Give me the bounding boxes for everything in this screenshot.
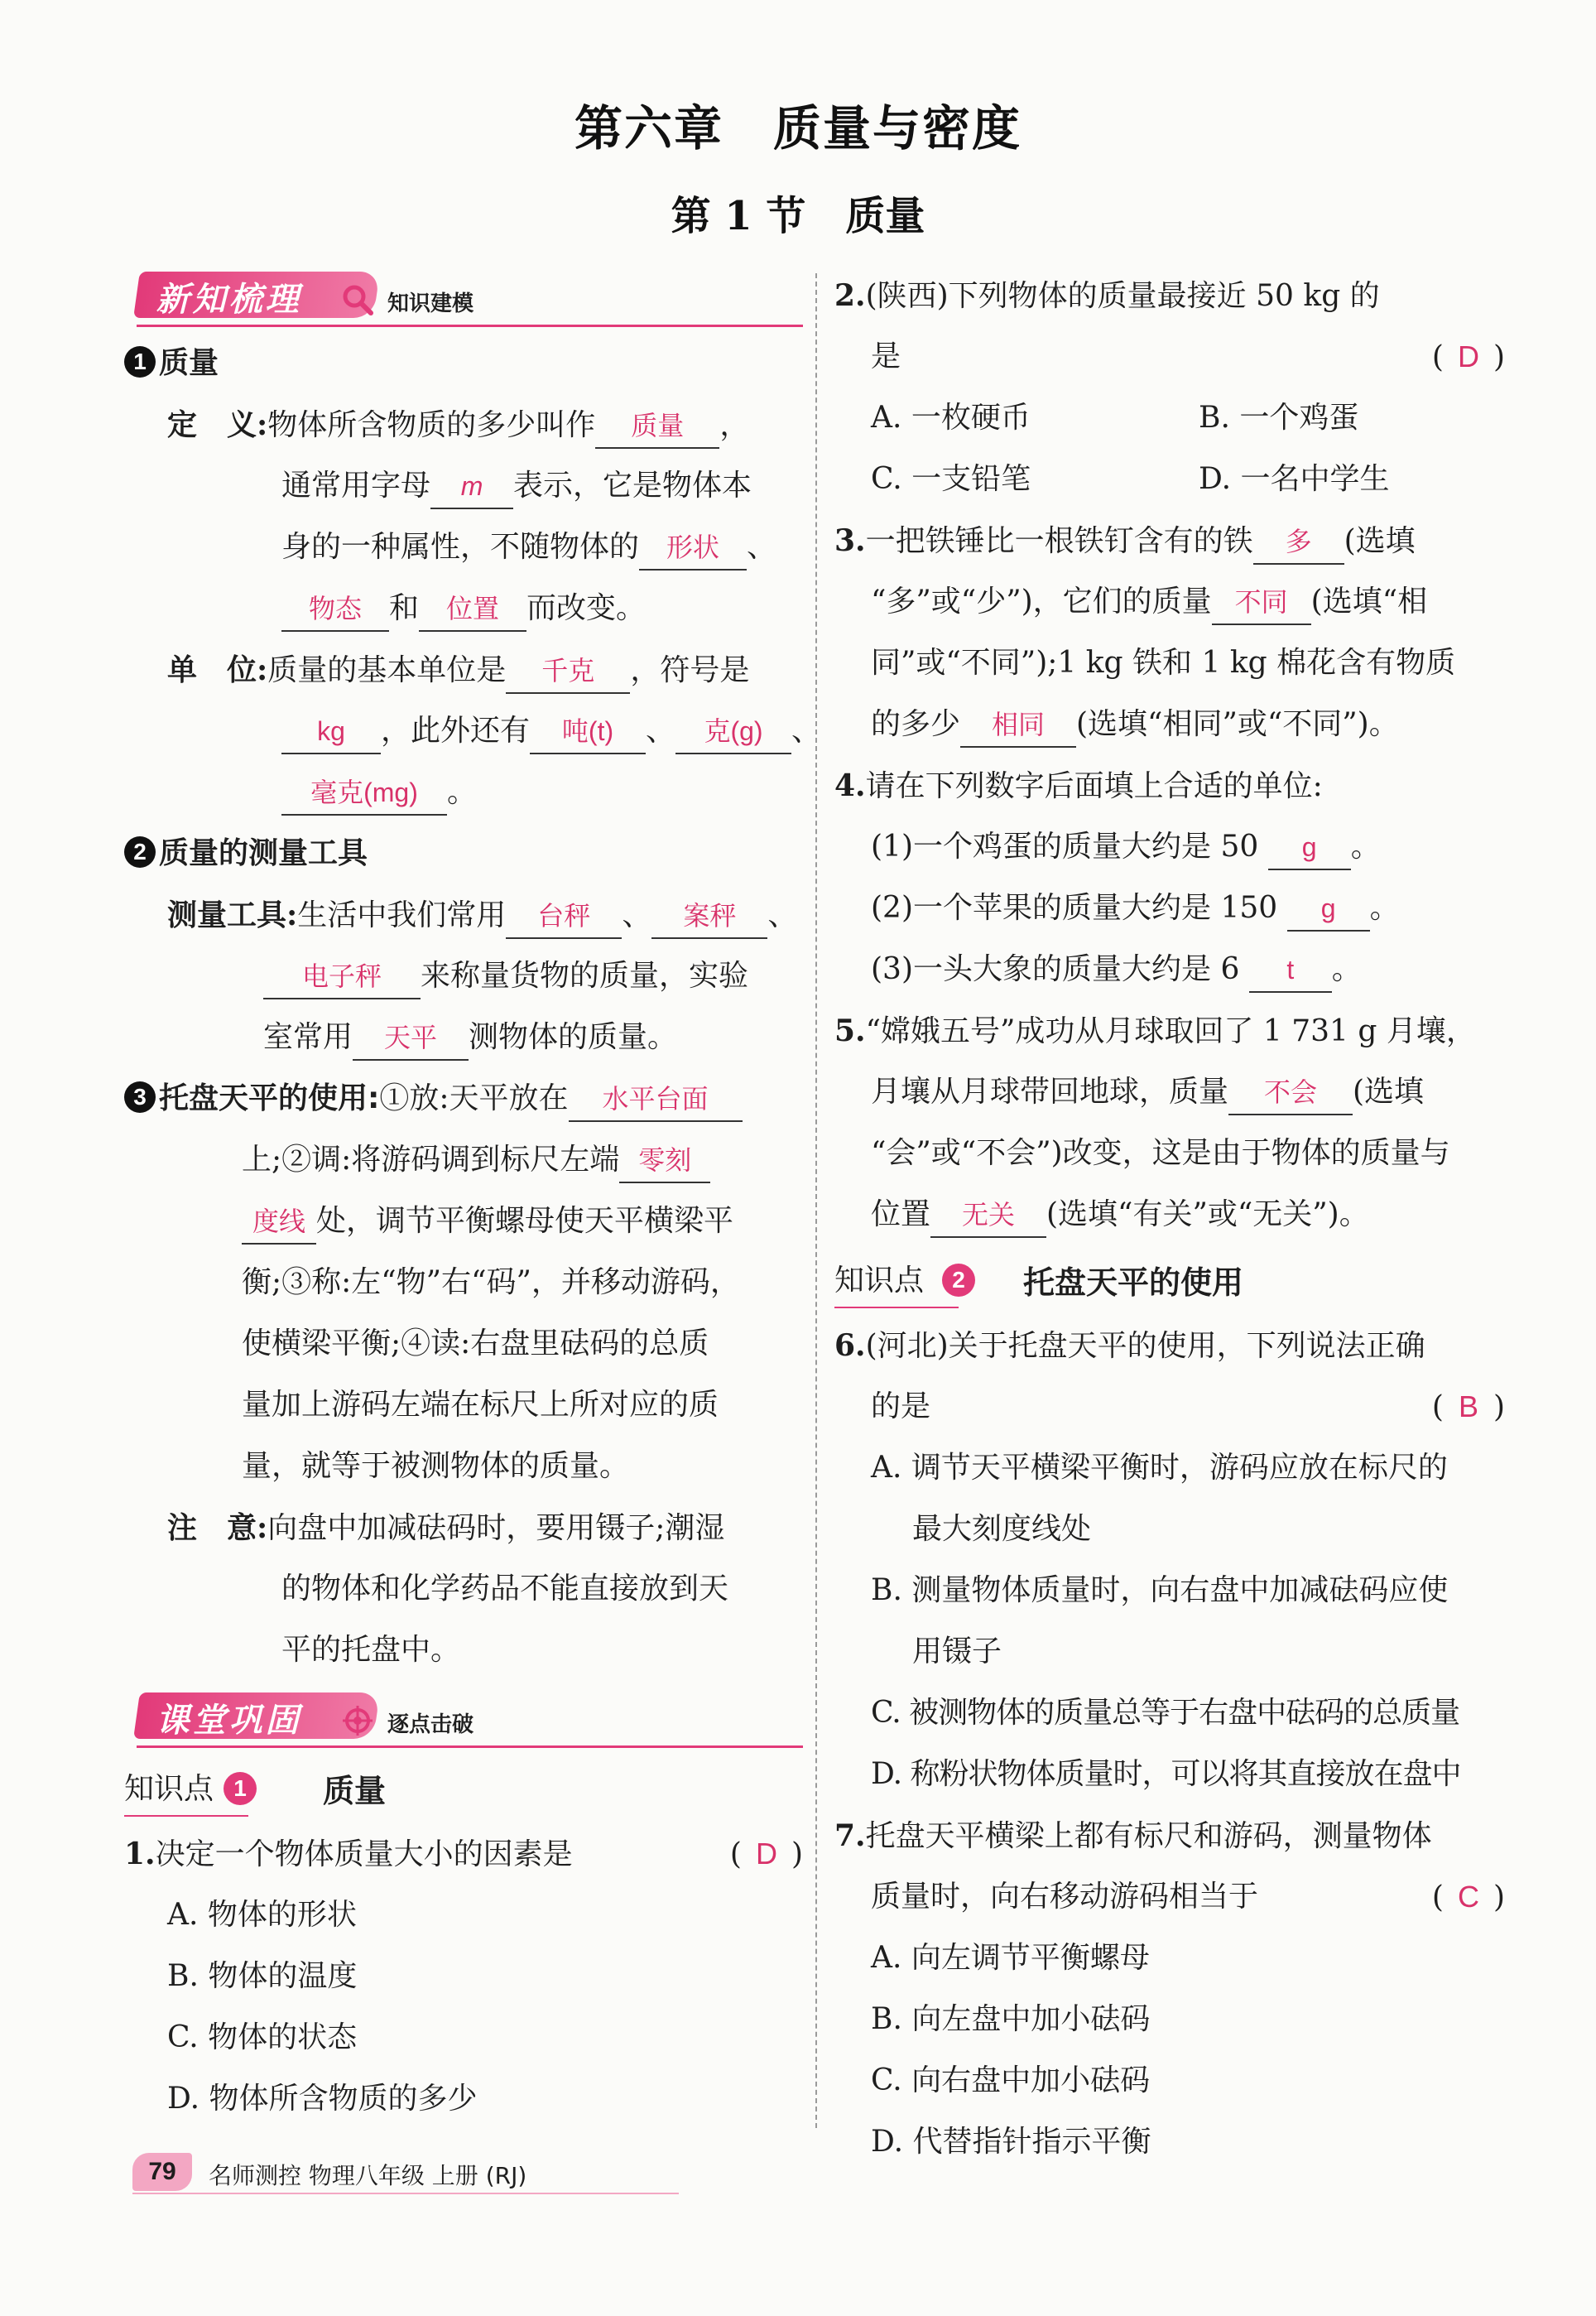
banner-label: 课堂巩固 — [156, 1702, 302, 1740]
definition-line-2: 通常用字母 m 表示，它是物体本 — [124, 455, 803, 517]
option: A. 一枚硬币 — [871, 401, 1031, 435]
answer-blank: 案秤 — [651, 894, 767, 939]
unit-line-2: kg ，此外还有 吨(t) 、 克(g) 、 — [124, 701, 803, 762]
answer-blank: kg — [281, 710, 381, 754]
knowledge-point-2: 知识点 2 托盘天平的使用 — [834, 1245, 1505, 1315]
option: C. 物体的状态 — [167, 2020, 358, 2054]
answer-blank: 不会 — [1228, 1071, 1353, 1115]
balance-usage-line-4: 衡;③称:左“物”右“码”，并移动游码， — [242, 1265, 740, 1299]
answer-blank: 位置 — [419, 587, 526, 632]
kp-number-badge: 2 — [942, 1264, 975, 1297]
banner-sub: 逐点击破 — [387, 1712, 474, 1737]
option: D. 代替指针指示平衡 — [871, 2125, 1151, 2159]
question-4-item: (2)一个苹果的质量大约是 150 g 。 — [834, 878, 1505, 939]
column-divider — [815, 273, 817, 2128]
option: C. 向右盘中加小砝码 — [871, 2063, 1151, 2097]
answer-blank: 度线 — [242, 1200, 316, 1245]
option: D. 称粉状物体质量时，可以将其直接放在盘中 — [871, 1757, 1461, 1791]
answer-blank: 毫克(mg) — [281, 771, 447, 816]
number-badge: 1 — [124, 346, 156, 378]
answer-blank: 水平台面 — [569, 1077, 743, 1122]
answer-blank: 不同 — [1212, 580, 1311, 625]
answer-blank: 无关 — [930, 1193, 1046, 1238]
number-badge: 3 — [124, 1081, 156, 1113]
banner-label: 新知梳理 — [156, 281, 302, 319]
balance-usage-line-2: 上;②调:将游码调到标尺左端 零刻 — [124, 1129, 803, 1191]
banner-new-knowledge — [124, 265, 803, 328]
page-number: 79 — [132, 2153, 192, 2191]
answer-choice: D — [1457, 339, 1479, 373]
answer-blank: 电子秤 — [263, 955, 421, 999]
answer-blank: 形状 — [639, 526, 747, 571]
unit-line-1: 单 位:质量的基本单位是 千克 ，符号是 — [124, 639, 803, 701]
target-icon — [341, 1704, 374, 1737]
chapter-title: 第六章 质量与密度 — [574, 100, 1022, 156]
answer-blank: 吨(t) — [530, 710, 646, 754]
options-row — [834, 388, 1505, 449]
option: A. 向左调节平衡螺母 — [871, 1941, 1150, 1975]
unit-line-3: 毫克(mg) 。 — [124, 762, 803, 823]
answer-blank: t — [1249, 948, 1332, 993]
banner-classroom — [124, 1686, 803, 1749]
knowledge-point-1: 知识点 1 质量 — [124, 1754, 803, 1823]
question-1: 1.决定一个物体质量大小的因素是 ( D ) — [124, 1823, 803, 1885]
question-5-cont: 月壤从月球带回地球，质量 不会 (选填 — [834, 1062, 1505, 1123]
left-column — [124, 265, 822, 2130]
answer-blank: 千克 — [506, 649, 630, 694]
answer-blank: 物态 — [281, 587, 389, 632]
note-line-3: 平的托盘中。 — [281, 1633, 461, 1667]
question-5: 5.“嫦娥五号”成功从月球取回了 1 731 g 月壤， — [834, 1014, 1476, 1048]
note-line-1: 注 意:向盘中加减砝码时，要用镊子;潮湿 — [167, 1510, 725, 1545]
answer-blank: 克(g) — [675, 710, 791, 754]
definition-line-1: 定 义:物体所含物质的多少叫作 质量 ， — [124, 394, 803, 455]
answer-blank: 零刻 — [619, 1139, 710, 1183]
answer-blank: g — [1287, 887, 1370, 932]
question-6-cont: 的是 ( B ) — [834, 1376, 1505, 1437]
right-column — [834, 265, 1505, 2173]
tools-line-1: 测量工具:生活中我们常用 台秤 、 案秤 、 — [124, 884, 803, 946]
banner-sub: 知识建模 — [387, 291, 474, 316]
question-7-cont: 质量时，向右移动游码相当于 ( C ) — [834, 1866, 1505, 1928]
options-row — [834, 449, 1505, 510]
answer-blank: 相同 — [960, 703, 1076, 748]
question-5-cont: “会”或“不会”)改变，这是由于物体的质量与 — [871, 1136, 1450, 1170]
question-7: 7.托盘天平横梁上都有标尺和游码，测量物体 — [834, 1818, 1432, 1853]
section-tools-heading: 2 质量的测量工具 — [124, 823, 803, 884]
option: A. 调节天平横梁平衡时，游码应放在标尺的 — [871, 1451, 1448, 1485]
answer-choice: B — [1458, 1389, 1478, 1423]
balance-usage-line-7: 量，就等于被测物体的质量。 — [242, 1449, 630, 1483]
option: B. 向左盘中加小砝码 — [871, 2002, 1151, 2036]
question-3-cont: 同”或“不同”);1 kg 铁和 1 kg 棉花含有物质 — [871, 646, 1456, 680]
balance-usage-line-6: 量加上游码左端在标尺上所对应的质 — [242, 1388, 719, 1422]
question-4-item: (1)一个鸡蛋的质量大约是 50 g 。 — [834, 816, 1505, 878]
footer-book-title: 名师测控 物理八年级 上册 (RJ) — [209, 2162, 527, 2189]
option: B. 测量物体质量时，向右盘中加减砝码应使 — [871, 1573, 1449, 1607]
option: C. 被测物体的质量总等于右盘中砝码的总质量 — [871, 1696, 1460, 1730]
answer-choice: D — [755, 1837, 777, 1871]
option: B. 物体的温度 — [167, 1959, 358, 1993]
answer-blank: 多 — [1253, 520, 1344, 565]
option-cont: 最大刻度线处 — [912, 1512, 1092, 1546]
question-2-cont: 是 ( D ) — [834, 326, 1505, 388]
answer-blank: 质量 — [595, 404, 719, 449]
tools-line-3: 室常用 天平 测物体的质量。 — [124, 1007, 803, 1068]
answer-blank: 台秤 — [506, 894, 622, 939]
magnifier-icon — [341, 283, 374, 316]
option: D. 一名中学生 — [1199, 462, 1390, 496]
answer-blank: m — [430, 465, 513, 509]
question-4: 4.请在下列数字后面填上合适的单位: — [834, 768, 1323, 803]
answer-blank: 天平 — [353, 1016, 469, 1061]
section-title: 第 1 节 质量 — [671, 193, 925, 239]
option: A. 物体的形状 — [167, 1898, 357, 1932]
kp-number-badge: 1 — [224, 1772, 257, 1805]
option: B. 一个鸡蛋 — [1199, 401, 1359, 435]
option-cont: 用镊子 — [912, 1635, 1002, 1668]
definition-line-4: 物态 和 位置 而改变。 — [124, 578, 803, 639]
option: C. 一支铅笔 — [871, 462, 1031, 496]
number-badge: 2 — [124, 836, 156, 868]
question-3-cont: 的多少 相同 (选填“相同”或“不同”)。 — [834, 694, 1505, 755]
question-4-item: (3)一头大象的质量大约是 6 t 。 — [834, 939, 1505, 1000]
question-5-cont: 位置 无关 (选填“有关”或“无关”)。 — [834, 1184, 1505, 1245]
balance-usage-line-3: 度线 处，调节平衡螺母使天平横梁平 — [124, 1191, 803, 1252]
question-3-cont: “多”或“少”)，它们的质量 不同 (选填“相 — [834, 571, 1505, 633]
answer-blank: g — [1268, 826, 1351, 870]
note-line-2: 的物体和化学药品不能直接放到天 — [281, 1572, 729, 1606]
option: D. 物体所含物质的多少 — [167, 2082, 478, 2116]
question-6: 6.(河北)关于托盘天平的使用，下列说法正确 — [834, 1328, 1425, 1363]
balance-usage-line-5: 使横梁平衡;④读:右盘里砝码的总质 — [242, 1327, 709, 1360]
section-mass-heading: 1 质量 — [124, 333, 803, 394]
question-3: 3.一把铁锤比一根铁钉含有的铁 多 (选填 — [834, 510, 1505, 571]
question-2: 2.(陕西)下列物体的质量最接近 50 kg 的 — [834, 278, 1380, 313]
definition-line-3: 身的一种属性，不随物体的 形状 、 — [124, 517, 803, 578]
answer-choice: C — [1457, 1880, 1479, 1914]
balance-usage-line-1: 3 托盘天平的使用:①放:天平放在 水平台面 — [124, 1068, 803, 1129]
tools-line-2: 电子秤 来称量货物的质量，实验 — [124, 946, 803, 1007]
page-footer — [132, 2153, 679, 2194]
